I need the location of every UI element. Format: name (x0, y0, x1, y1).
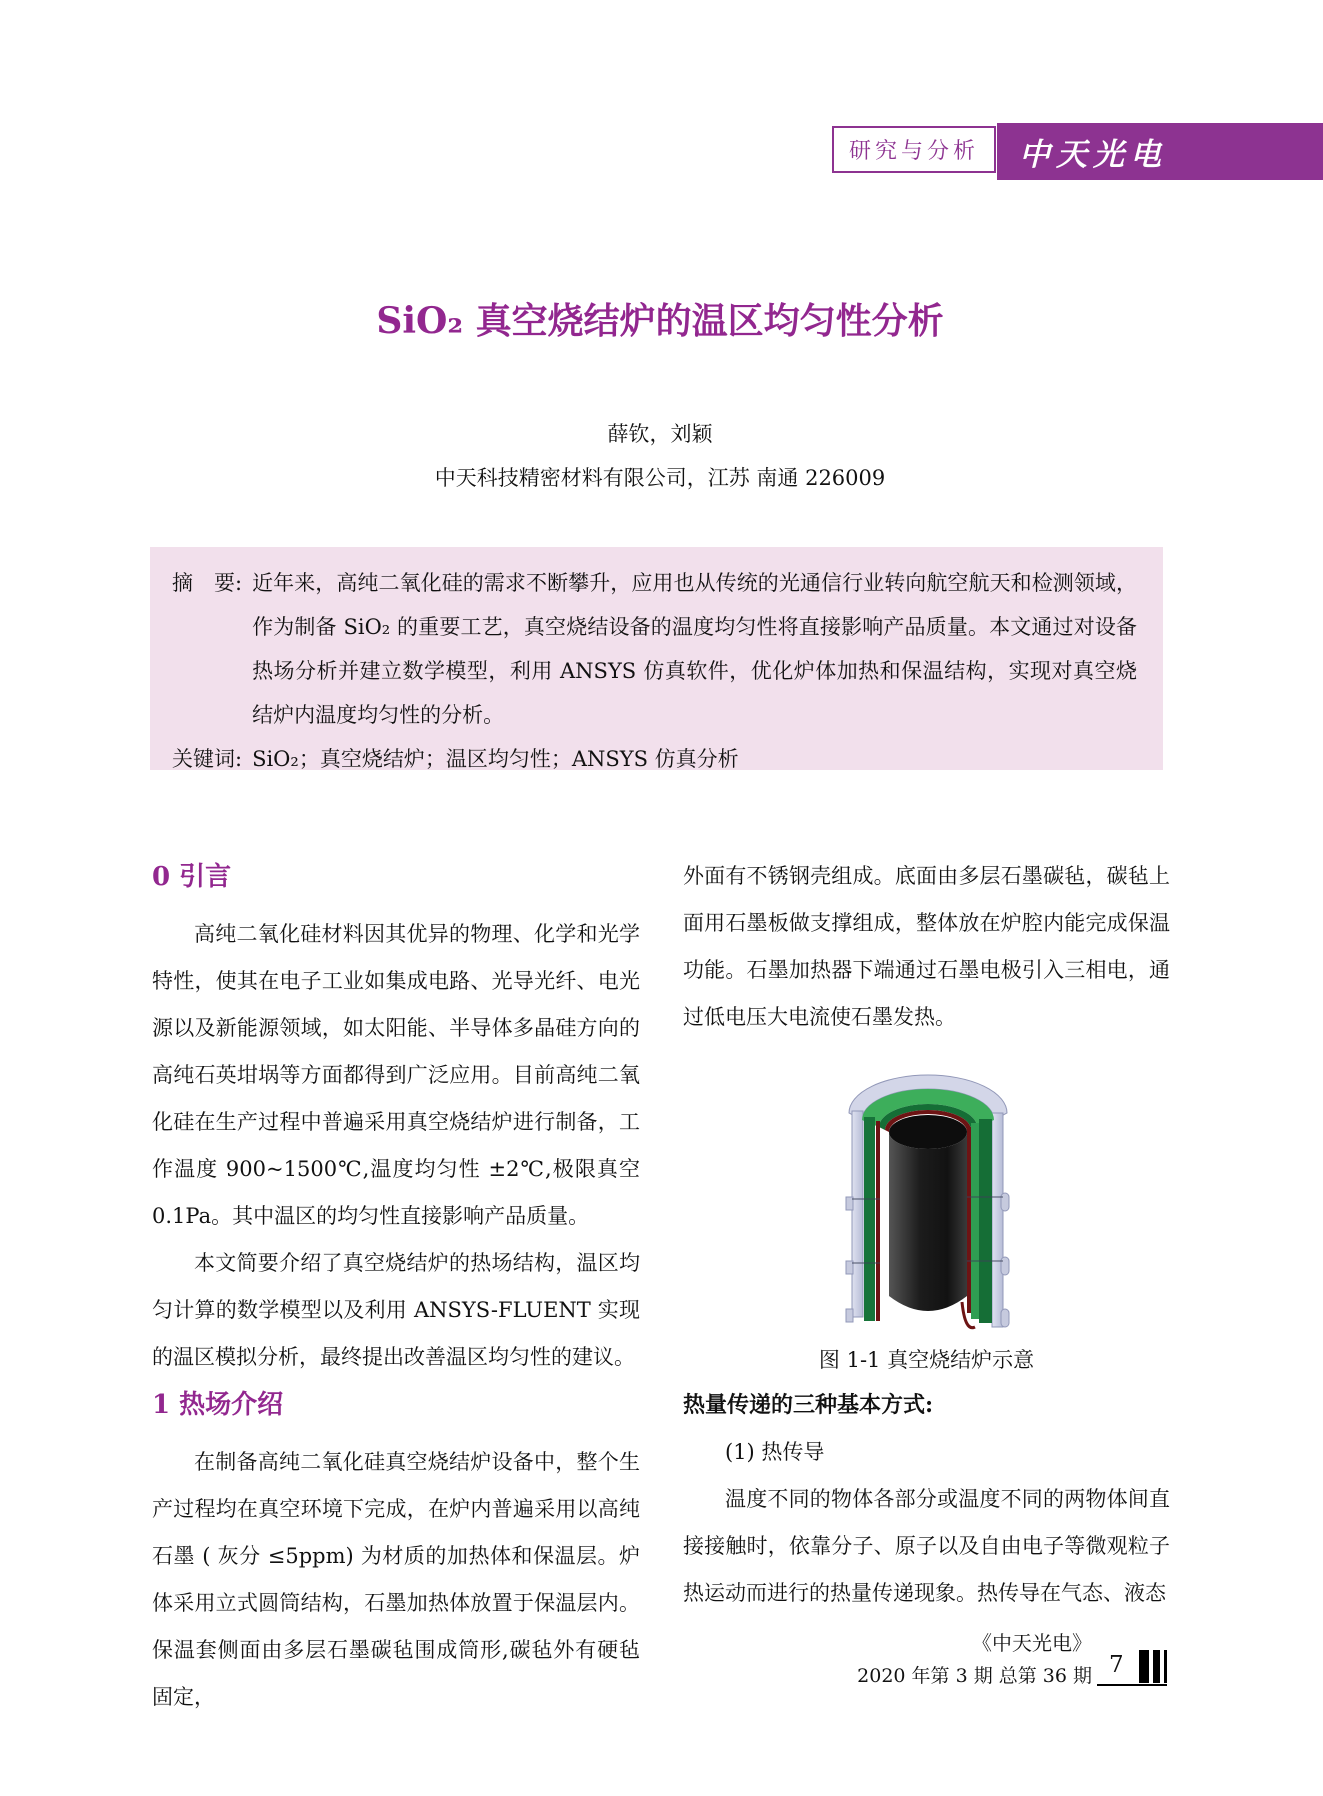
abstract-row (172, 561, 1137, 737)
brand-banner (997, 123, 1323, 180)
furnace-figure (683, 1047, 1170, 1339)
intro-paragraph-2: 本文简要介绍了真空烧结炉的热场结构，温区均匀计算的数学模型以及利用 ANSYS-FLUENT 实现的温区模拟分析，最终提出改善温区均匀性的建议。 (152, 1251, 640, 1369)
authors-line: 薛钦，刘颖 (607, 422, 713, 446)
category-label: 研究与分析 (848, 139, 979, 164)
page-number: 7 (1109, 1652, 1124, 1678)
keywords-text: SiO₂；真空烧结炉；温区均匀性；ANSYS 仿真分析 (252, 747, 739, 771)
furnace-core (889, 1115, 967, 1311)
footer-journal-name: 《中天光电》 (972, 1631, 1092, 1655)
thermal-paragraph-1: 在制备高纯二氧化硅真空烧结炉设备中，整个生产过程均在真空环境下完成，在炉内普遍采用以高纯石墨 ( 灰分 ≤5ppm) 为材质的加热体和保温层。炉体采用立式圆筒结构，石墨加热体放置于保温层内。保温套侧面由多层石墨碳毡围成筒形,碳毡外有硬毡固定， (152, 1450, 640, 1709)
article-title: SiO₂ 真空烧结炉的温区均匀性分析 (376, 300, 944, 342)
thermal-paragraph-2: 外面有不锈钢壳组成。底面由多层石墨碳毡，碳毡上面用石墨板做支撑组成，整体放在炉腔内能完成保温功能。石墨加热器下端通过石墨电极引入三相电，通过低电压大电流使石墨发热。 (683, 864, 1170, 1029)
heat-conduction-item: (1) 热传导 (725, 1440, 825, 1464)
brand-logo-text: 中天光电 (1019, 137, 1167, 173)
heat-conduction-paragraph: 温度不同的物体各部分或温度不同的两物体间直接接触时，依靠分子、原子以及自由电子等微观粒子热运动而进行的热量传递现象。热传导在气态、液态 (683, 1487, 1170, 1605)
abstract-box (150, 547, 1163, 770)
page-number-box (1097, 1648, 1167, 1686)
heat-transfer-subheading: 热量传递的三种基本方式: (683, 1392, 934, 1418)
furnace-diagram (844, 1047, 1010, 1339)
abstract-label: 摘 要: (172, 571, 243, 595)
section-heading-thermal: 1 热场介绍 (152, 1390, 284, 1420)
footer-issue-info: 2020 年第 3 期 总第 36 期 (857, 1665, 1092, 1687)
abstract-text: 近年来，高纯二氧化硅的需求不断攀升，应用也从传统的光通信行业转向航空航天和检测领域，作为制备 SiO₂ 的重要工艺，真空烧结设备的温度均匀性将直接影响产品质量。本文通过对设备热场分析并建立数学模型，利用 ANSYS 仿真软件，优化炉体加热和保温结构，实现对真空烧结炉内温度均匀性的分析。 (252, 571, 1137, 727)
keywords-label: 关键词: (172, 747, 243, 771)
barcode-icon (1139, 1650, 1167, 1683)
body-columns (152, 853, 1170, 1721)
category-box (832, 126, 996, 173)
keywords-row (172, 737, 1137, 781)
left-column (152, 853, 640, 1721)
intro-paragraph-1: 高纯二氧化硅材料因其优异的物理、化学和光学特性，使其在电子工业如集成电路、光导光纤、电光源以及新能源领域，如太阳能、半导体多晶硅方向的高纯石英坩埚等方面都得到广泛应用。目前高纯二氧化硅在生产过程中普遍采用真空烧结炉进行制备，工作温度 900~1500℃,温度均匀性 ±2℃,极限真空 0.1Pa。其中温区的均匀性直接影响产品质量。 (152, 922, 640, 1228)
affiliation-line: 中天科技精密材料有限公司，江苏 南通 226009 (434, 466, 886, 490)
right-column (683, 853, 1170, 1721)
figure-caption: 图 1-1 真空烧结炉示意 (818, 1348, 1035, 1372)
section-heading-intro: 0 引言 (152, 862, 232, 892)
